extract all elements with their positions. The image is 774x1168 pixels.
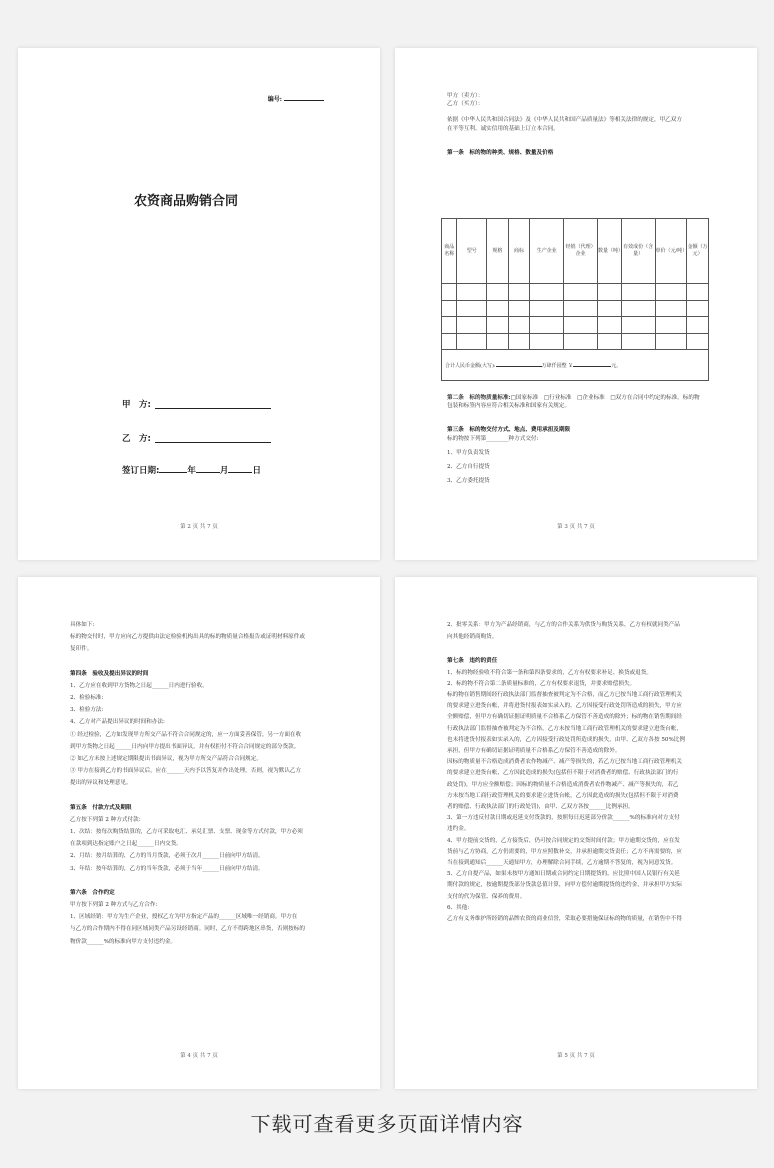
text-line: 物价款______%的标准向甲方支付违约金。	[70, 938, 177, 945]
text-line: 承担，但甲方有确切证据证明质量不合格系乙方保管不善造成的除外。	[447, 748, 621, 755]
table-row	[442, 300, 709, 317]
text-line: 在平等互利、诚实信用的基础上订立本合同。	[447, 125, 559, 132]
text-line: 1、标的物经验收不符合第一条和第四条要求的，乙方有权要求补足、换货或退货。	[447, 669, 652, 676]
article-heading: 第三条 标的物交付方式、地点、费用承担及期限	[447, 427, 571, 434]
page-footer: 第 5 页 共 7 页	[557, 1053, 595, 1059]
table-total-row	[442, 350, 709, 381]
text-line: 甲方（卖方）：	[447, 93, 484, 99]
text-line: 具体如下:	[70, 622, 95, 628]
table-row	[442, 317, 709, 334]
text-line: 1、乙方应在收到甲方货物之日起______日内进行验收。	[70, 682, 208, 689]
page-footer: 第 3 页 共 7 页	[557, 524, 595, 530]
text-line: 2、月结：按月结算的，乙方的当月货款，必须于次月______日前向甲方结清。	[70, 853, 264, 860]
table-total: 合计人民币金额(大写): 万肆仟园整 ￥ 元。	[442, 350, 709, 381]
text-line: 乙方按下列第 2 种方式付款:	[70, 816, 141, 823]
text-line: ② 如乙方未按上述规定期限提出书面异议，视为甲方所交产品符合合同规定。	[70, 756, 262, 763]
table-header-row	[442, 219, 709, 284]
party-a-field: 甲 方:	[122, 398, 271, 410]
text-line: 2、检验标准:	[70, 695, 104, 702]
text-line: 者的赔偿、行政执法部门的行政处罚)，由甲、乙双方各按______比例承担。	[447, 804, 634, 811]
text-line: 与乙方的合作期内不得在同区域同类产品另设经销商。同时，乙方不得跨地区串货，否则按标的	[70, 926, 305, 933]
table-row	[442, 284, 709, 301]
page-title: 农资商品购销合同	[134, 194, 239, 209]
text-line: 2、批零关系：甲方为产品经销商，与乙方的合作关系为供货与购货关系，乙方有权就同类产品	[447, 622, 680, 628]
table-header: 型号	[457, 219, 487, 284]
text-line: 违约金。	[447, 826, 470, 833]
text-line: 3、检验方法:	[70, 707, 104, 714]
contract-page-3	[395, 48, 757, 560]
text-line: 甲方按下列第 2 种方式与乙方合作:	[70, 902, 158, 909]
article-heading: 第一条 标的物的种类、规格、数量及价格	[447, 149, 554, 156]
table-header: 数量（吨）	[598, 219, 622, 284]
page-text	[447, 92, 705, 157]
article-heading: 第六条 合作约定	[70, 889, 115, 896]
contract-page-2	[18, 48, 380, 560]
text-line: 当在接到通知后______天通知甲方，办理解除合同手续，乙方逾期不答复的，视为同意发货。	[447, 860, 677, 867]
text-line: ① 经过检验，乙方如发现甲方所交产品不符合合同规定的，应一方面妥善保管，另一方面在收	[70, 731, 302, 738]
text-line: 在款项到达指定账户之日起______日内交货。	[70, 841, 182, 848]
text-line: 因标的物质量不合格造成消费者农作物减产、减产等损失的，若乙方已按当地工商行政管理机关	[447, 759, 682, 766]
contract-page-5	[395, 577, 757, 1089]
text-line: ③ 甲方在接到乙方的书面异议后，应在______天内予以答复并作出处理，否则，视为默认乙方	[70, 768, 302, 775]
table-row	[442, 333, 709, 350]
text-line: 的要求建立进货台帐，乙方因此造成的损失(包括但不限于对消费者的赔偿、行政执法部门的行	[447, 770, 679, 777]
article-heading: 第二条 标的物质量标准:	[447, 395, 511, 401]
goods-table	[441, 218, 709, 381]
text-line: 全额赔偿，但甲方有确切证据证明质量不合格系乙方保管不善造成的除外；标的物在销售期间经	[447, 714, 682, 721]
text-line: 标的物按下列第________种方式交付:	[447, 435, 539, 442]
text-line: 1、次结：按每次购货结算的，乙方可采取电汇、承兑汇票、支票、现金等方式付款，甲方必须	[70, 829, 303, 836]
table-header: 商品名称	[442, 219, 457, 284]
contract-number: 编号:	[268, 94, 324, 103]
text-line: 5、乙方自提产品，如果未按甲方通知日期或合同约定日期提货的，应比照中国人民银行有关延	[447, 871, 680, 878]
text-line: 的要求建立进货台帐，并将进货付报表如实录入的，乙方因接受行政处罚所造成的损失，甲方应	[447, 703, 682, 710]
page-text	[447, 394, 705, 485]
page-text	[447, 621, 705, 923]
page-footer: 第 4 页 共 7 页	[180, 1053, 218, 1059]
text-line: 提出的异议和处理意见。	[70, 780, 132, 787]
sign-date-field: 签订日期: 年 月 日	[122, 466, 261, 476]
table-header: 有效成份（含量）	[621, 219, 655, 284]
text-line: 6、其他:	[447, 904, 470, 911]
text-line: □国家标准 □行业标准 □企业标准 □双方在合同中约定的标准。标的物包装和标签内容应符合相关标准和国家有关规定。	[447, 395, 700, 410]
text-line: 3、年结：按年结算的，乙方的当年货款，必须于当年______日前向甲方结清。	[70, 865, 264, 872]
text-line: 行政执法部门监督抽查被判定为不合格，乙方未按当地工商行政管理机关的要求建立进货台帐，	[447, 725, 682, 732]
text-line: 4、乙方对产品提出异议的时间和办法:	[70, 719, 165, 726]
page-text	[70, 621, 328, 946]
text-line: 也未将进货付报表如实录入的，乙方因接受行政处罚所造成的损失，由甲、乙双方各按 50%比例	[447, 736, 685, 743]
text-line: 复印件。	[70, 646, 93, 653]
table-header: 规格	[487, 219, 509, 284]
text-line: 标的物交付时，甲方应向乙方提供由法定检验机构出具的标的物质量合格报告或证明材料原件或	[70, 634, 305, 641]
text-line: 4、甲方提前交货的，乙方接货后，仍可按合同规定的交货时间付款；甲方逾期交货的，应在发	[447, 837, 680, 844]
text-line: 货前与乙方协商，乙方仍需要的，甲方应照数补交，并承担逾期交货责任；乙方不再需要的，应	[447, 848, 682, 855]
text-line: 3、乙方委托提货	[447, 478, 490, 485]
text-line: 1、区域经销：甲方为生产企业，授权乙方为甲方指定产品的______区域唯一经销商。甲方在	[70, 914, 298, 921]
party-b-field: 乙 方:	[122, 432, 271, 444]
table-header: 单价（元/吨）	[655, 219, 687, 284]
text-line: 期付款的规定，按逾期提货部分货款总值计算，向甲方偿付逾期提货的违约金，并承担甲方实际	[447, 882, 682, 889]
table-header: 经销（代理）企业	[564, 219, 598, 284]
text-line: 方未按当地工商行政管理机关的要求建立进货台帐，乙方因此造成的损失(包括但不限于对消费	[447, 792, 679, 799]
contract-page-4	[18, 577, 380, 1089]
text-line: 标的物在销售期间经行政执法部门监督抽查被判定为不合格，而乙方已按当地工商行政管理机关	[447, 692, 682, 699]
table-header: 生产企业	[530, 219, 564, 284]
table-header: 商标	[508, 219, 530, 284]
page-footer: 第 2 页 共 7 页	[180, 524, 218, 530]
text-line: 3、第一方违反付款日期或迟延支付货款的，按照每日迟延部分价款______%的标准向对方支付	[447, 815, 680, 822]
text-line: 乙方有义务维护所经销的品牌农资的商业信誉，采取必要措施保证标的物的质量，在销售中不得	[447, 916, 682, 923]
article-heading: 第四条 验收及提出异议的时间	[70, 670, 149, 677]
article-heading: 第五条 付款方式及期限	[70, 804, 132, 811]
text-line: 1、甲方负责发货	[447, 449, 490, 456]
text-line: 向其他经销商购货。	[447, 634, 498, 641]
article-heading: 第七条 违约的责任	[447, 658, 498, 665]
download-caption: 下载可查看更多页面详情内容	[250, 1112, 524, 1136]
text-line: 2、乙方自行提货	[447, 464, 490, 471]
text-line: 政处罚)，甲方应全额赔偿；因标的物质量不合格造成消费者农作物减产、减产等损失的，若乙	[447, 781, 679, 788]
table-header: 金额（万元）	[687, 219, 709, 284]
text-line: 支付的代为保管、保养的费用。	[447, 893, 526, 900]
text-line: 乙方（买方）：	[447, 101, 484, 108]
text-line: 2、标的物不符合第二条质量标准的，乙方有权要求退货，并要求赔偿损失。	[447, 680, 636, 687]
text-line: 依据《中华人民共和国合同法》及《中华人民共和国产品质量法》等相关法律的规定，甲乙双方	[447, 117, 682, 124]
text-line: 到甲方货物之日起______日内向甲方提出书面异议，并有权拒付不符合合同规定的部分货款。	[70, 743, 300, 750]
